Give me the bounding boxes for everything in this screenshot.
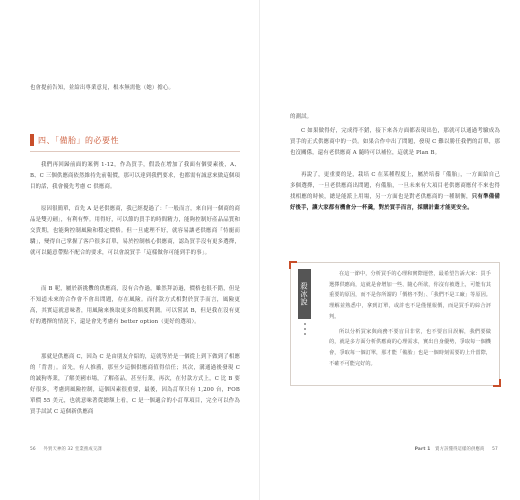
page-number-left: 56 [30, 447, 36, 452]
top-line: 也會提前告知，並給出專業意見，根本無需他（她）擔心。 [30, 85, 175, 91]
paragraph-r3-text: 再說了，更重要的是，栽培 C 在某種程度上，屬於培養「備胎」，一方面給自己多個選擇，一旦老供應商出問題，有備胎，一旦未來有大項目老供應商應付不來也得找相應的時候，總是能派上用場，另一方面也是對老供應商的一種制衡， [290, 172, 500, 200]
paragraph-1: 我們再回歸前面的案例 1-12，作為買手，假設在增加了我面有個要素後，A、B、C 三個供應商依然維持先前報價，那可以達到我們要求，也都需有誠意來做這個項目的話，我會優先考慮 C 供應商。 [30, 162, 240, 190]
paragraph-r3-emphasis: 只有準備備好後手，讓大家都有機會分一杯羹，對於買手而言，採購計畫才能更安全。 [290, 194, 500, 211]
chapter-title: 賣方該懂得這樣的供應商 [435, 447, 485, 452]
paragraph-2: 原因很簡單，首先 A 是老供應商，我已經提過了：「一般而言，來自同一個商的商品是雙刃劍」，有利有弊。用得好，可以節約買手的時間精力，能夠控制好產品品質和交貨期，也能夠控制風險和穩定價格。但一旦處理不好，就容易讓老供應商「恃寵而驕」，變得自己掌握了客戶很多訂單，易於控制核心供應商，認為買手沒有更多選擇，就可以隨意帶點不配合的要求，可以會說買手「這樣做你可能到手的事」。 [30, 206, 240, 256]
note-paragraph-1: 在這一節中，分析買手的心理和實際運營，最希望告訴大家：買手選擇供應商，這就是會增加一些、隨心所欲，你沒有被選上，可能有其重要的原因，而不是你所謂的「價格不對」、「我們不是工廠」等原因。理解並熟悉中，拿到訂單，或許也不是僅僅報價，而是買手的綜合評判。 [329, 271, 491, 320]
corner-mark [289, 261, 297, 269]
right-footer [415, 446, 498, 452]
note-tag: 殺冰說 [298, 269, 311, 319]
paragraph-3: 而 B 呢，屬於新挑釁的供應商，沒有合作過，雖然拜訪過，價格也很不錯，但是不知道未來的合作會不會出問題，存在風險。而付款方式相對於買手而言，風險更高，其實這就意味著，用風險來換取更多的額度利潤。可以嘗試 B，但是我在沒有更好的選擇的情況下，還是會先考慮有 better option（更好的選項）。 [30, 286, 240, 325]
paragraph-r3 [290, 170, 500, 214]
section-bar [30, 134, 34, 146]
corner-mark [493, 379, 501, 387]
note-paragraph-2: 所以分析買家與商務不要盲目非常，也不要盲目誤解，我們要做的，就是多方面分析供應商的心理需求，實出自身優勢，爭取每一個機會，爭取每一個訂單，那才能「備胎」也是一個時刻需要的上升當際，不確不可能完好的。 [329, 328, 491, 367]
right-page [260, 0, 520, 500]
part-label: Part 1 [414, 447, 431, 452]
paragraph-r1: 的測試。 [290, 114, 313, 120]
dots-icon [302, 323, 307, 338]
left-footer [30, 446, 102, 452]
section-divider [30, 151, 240, 152]
paragraph-r2: C 如果做得好，完成得不錯，接下來各方面都表現出色，那就可以通過考驗成為買手的正式供應商中的一員。如果合作中出了問題，發現 C 難以勝任我們的訂單，那也沒關係，還有老供應商 A 隨時可以補位，這就是 Plan B。 [290, 128, 500, 156]
paragraph-4: 那就是供應商 C，因為 C 是由朋友介紹的，這就等於是一個從上到下做到了相應的「背書」。首先，有人推薦，那至少這個供應商值得信任；其次，溝通過後發現 C 的誠狗專業，了解美國市場，了解產品，甚至行業，再次，在付款方式上，C 比 B 要好很多，考慮到風險控制，這個因素很重要，最後，因為訂單只有 1,200 台，FOB 單價 55 美元，也就意味著從總額上看，C 是一個適合的小訂單項目，完全可以作為買手試試 C 這個新供應商 [30, 354, 240, 415]
note-box [290, 262, 500, 386]
page-number-right: 57 [492, 447, 498, 452]
section-header [30, 133, 126, 147]
book-title: 外貿天神的 32 堂業務成交課 [43, 447, 102, 452]
section-title: 四、「備胎」的必要性 [38, 135, 119, 145]
note-text [329, 269, 491, 369]
